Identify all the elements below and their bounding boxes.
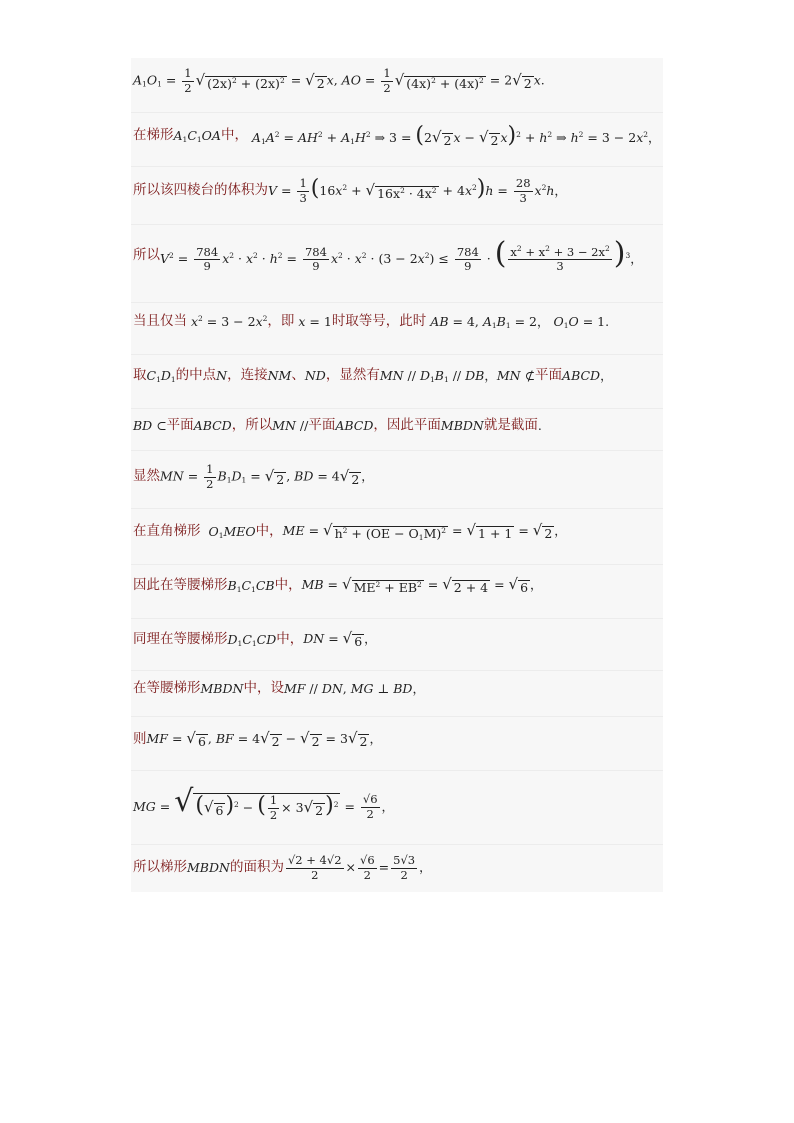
text-cn: 所以 xyxy=(133,247,160,264)
text-cn: 在直角梯形 xyxy=(133,523,201,540)
text-cn: 的中点 xyxy=(175,367,217,384)
text-cn: 中， xyxy=(220,127,248,144)
text-cn: ，连接 xyxy=(227,367,268,384)
text-cn: 平面 xyxy=(166,417,194,434)
text-cn: 取 xyxy=(133,367,147,384)
text-cn: 平面 xyxy=(535,367,563,384)
divider xyxy=(131,670,663,671)
text-cn: 中， xyxy=(276,631,304,648)
text-cn: 就是截面 xyxy=(483,417,538,434)
divider xyxy=(131,618,663,619)
equation-line-11: 同理在等腰梯形 $D_1C_1CD$ 中， DN = √ 6 ， xyxy=(133,629,377,650)
text-cn: 在梯形 xyxy=(133,127,174,144)
equation-line-1 xyxy=(133,66,659,96)
solution-sheet xyxy=(131,58,663,892)
divider xyxy=(131,302,663,303)
divider xyxy=(131,166,663,167)
text-cn: ，因此平面 xyxy=(373,417,441,434)
divider xyxy=(131,564,663,565)
divider xyxy=(131,450,663,451)
text-cn: 所以该四棱台的体积为 xyxy=(133,182,268,199)
equation-line-12: 在等腰梯形 MBDN 中，设 MF // DN, MG ⊥ BD， xyxy=(133,680,425,697)
equation-line-8: 显然 MN = $\frac{1}{2}$ $B_1D_1$ = √ 2 , BD = 4 √ 2 ， xyxy=(133,462,374,491)
equation-line-15: 所以梯形 MBDN 的面积为 $\frac{√2 + 4√2}{2}$ × $\frac{√6}{2}$ = $\frac{5√3}{2}$ ， xyxy=(133,853,432,882)
text-cn: 同理在等腰梯形 xyxy=(133,631,228,648)
divider xyxy=(131,508,663,509)
equation-line-14: MG = √ ( √ 6 )$^2$ − ( $\frac{1}{2}$ × 3 √ 2 )$^2$ = $\frac{√6}{2}$ ， xyxy=(133,783,395,822)
text-cn: 因此在等腰梯形 xyxy=(133,577,228,594)
equation-line-4: 所以 $V^2$ = $\frac{784}{9}$ $x^2 \cdot x^2 \cdot h^2$ = $\frac{784}{9}$ $x^2 \cdot x^2 \cdot (3 - 2x^2)$ ≤ $\frac{784}{9}$ · ( $\frac{x^2 + x^2 + 3 - 2x^2}{3}$ )$^3$， xyxy=(133,236,643,274)
divider xyxy=(131,224,663,225)
divider xyxy=(131,770,663,771)
text-cn: 的面积为 xyxy=(229,859,284,876)
equation-line-5: 当且仅当 $x^2 = 3 - 2x^2$ ，即 x = 1 时取等号，此时 AB = 4, $A_1B_1 = 2$， $O_1O = 1$. xyxy=(133,313,610,330)
text-cn: 中， xyxy=(255,523,283,540)
text-cn: ，所以 xyxy=(231,417,273,434)
equation-line-2: 在梯形 $A_1C_1OA$ 中， $A_1A^2 = AH^2 + A_1H^2$ ⇒ 3 = (2 √ 2 x − √ 2 $x)^2 + h^2$ ⇒ $h^2 = 3 - 2x^2$， xyxy=(133,122,661,148)
text-line-6: 取 $C_1D_1$ 的中点 N ，连接 NM 、 ND ，显然有 MN // $D_1B_1$ // DB，MN ⊄ 平面 ABCD， xyxy=(133,367,613,384)
divider xyxy=(131,844,663,845)
equation-line-13: 则 MF = √ 6 , BF = 4 √ 2 − √ 2 = 3 √ 2 ， xyxy=(133,729,382,750)
divider xyxy=(131,112,663,113)
math-a1o1: $A_1O_1$ = $\frac{1}{2}$ √ $(2x)^2 + (2x)^2$ = √ 2 x, AO = $\frac{1}{2}$ √ $(4x)^2 + (4x)^2$ = 2 √ 2 x. xyxy=(133,66,545,95)
text-cn: 平面 xyxy=(308,417,336,434)
equation-line-3: 所以该四棱台的体积为 V = $\frac{1}{3}$ ($16x^2$ + √ $16x^2 \cdot 4x^2$ + $4x^2)h$ = $\frac{28}{3}$ $x^2h$， xyxy=(133,175,567,205)
text-cn: ，显然有 xyxy=(325,367,380,384)
text-cn: 在等腰梯形 xyxy=(133,680,201,697)
text-cn: 所以梯形 xyxy=(133,859,187,876)
text-line-7: BD ⊂ 平面 ABCD ，所以 MN // 平面 ABCD ，因此平面 MBDN 就是截面 . xyxy=(133,417,542,434)
text-cn: 则 xyxy=(133,731,147,748)
text-cn: ，即 xyxy=(267,313,295,330)
divider xyxy=(131,408,663,409)
equation-line-9: 在直角梯形 $O_1MEO$ 中， ME = √ $h^2 + (OE - O_1M)^2$ = √ 1 + 1 = √ 2 ， xyxy=(133,521,567,543)
equation-line-10: 因此在等腰梯形 $B_1C_1CB$ 中， MB = √ $ME^2 + EB^2$ = √ 2 + 4 = √ 6 ， xyxy=(133,575,543,596)
text-cn: 显然 xyxy=(133,468,160,485)
text-cn: 中，设 xyxy=(243,680,284,697)
text-cn: 、 xyxy=(291,367,305,384)
text-cn: 时取等号，此时 xyxy=(331,313,427,330)
text-cn: 当且仅当 xyxy=(133,313,187,330)
divider xyxy=(131,354,663,355)
text-cn: 中， xyxy=(274,577,302,594)
divider xyxy=(131,716,663,717)
